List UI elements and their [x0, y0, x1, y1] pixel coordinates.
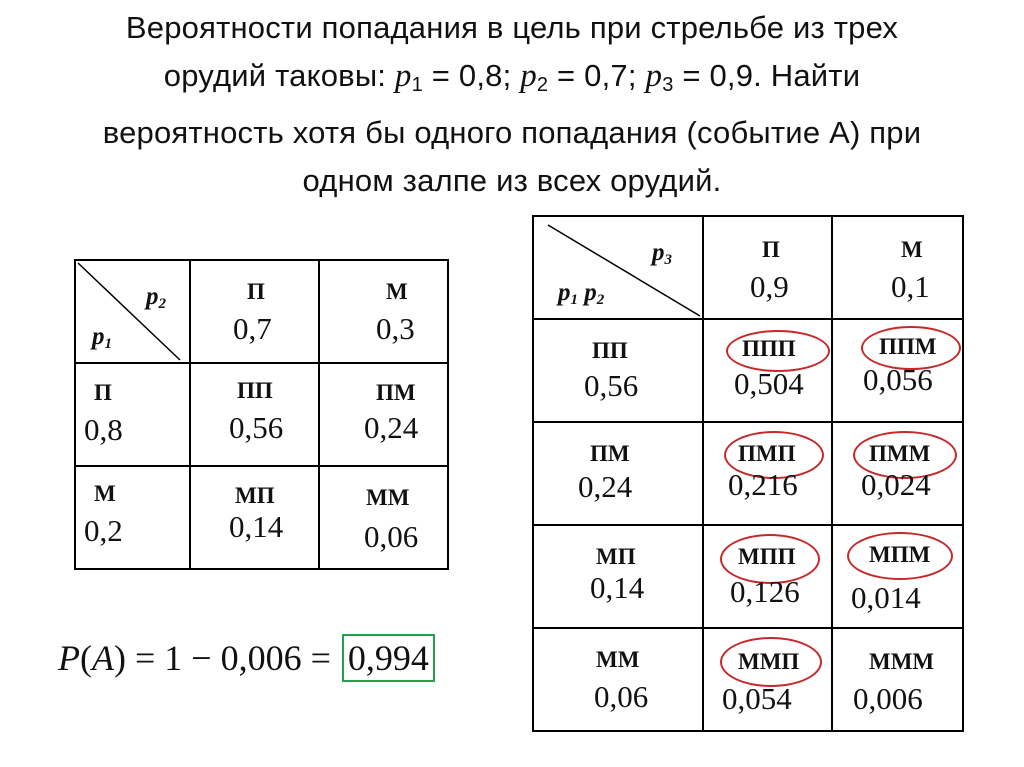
t1-header-p2: $p_2$ [146, 283, 166, 312]
t1-col-header: П 0,7 [190, 260, 319, 363]
t1-cell: ПМ 0,24 [319, 363, 448, 466]
t2-col-header: М 0,1 [832, 216, 963, 319]
t2-header-corner [533, 216, 703, 319]
t2-cell: ПМП 0,216 [703, 422, 832, 525]
t2-cell: ММП 0,054 [703, 628, 832, 731]
t2-header-p3: $p_3$ [652, 239, 672, 268]
two-gun-table [74, 259, 449, 570]
answer-box: 0,994 [342, 634, 435, 682]
t2-row-header: ПМ 0,24 [533, 422, 703, 525]
t2-row-header: МП 0,14 [533, 525, 703, 628]
t1-header-p1: $p_1$ [92, 323, 112, 352]
t2-cell: МПП 0,126 [703, 525, 832, 628]
problem-statement [30, 4, 994, 205]
t1-row-header: М 0,2 [75, 466, 190, 569]
t1-col-header: М 0,3 [319, 260, 448, 363]
three-gun-table [532, 215, 964, 732]
t2-cell: МММ 0,006 [832, 628, 963, 731]
t2-header-p1p2: $p_1$ $p_2$ [558, 279, 605, 308]
problem-line-1: Вероятности попадания в цель при стрельбе из трех [125, 10, 899, 45]
problem-line-4: одном залпе из всех орудий. [302, 163, 722, 198]
t2-row-header: ПП 0,56 [533, 319, 703, 422]
problem-line-3: вероятность хотя бы одного попадания (событие А) при [102, 115, 922, 150]
t2-cell: ППП 0,504 [703, 319, 832, 422]
t2-cell: ППМ 0,056 [832, 319, 963, 422]
t2-cell: ПММ 0,024 [832, 422, 963, 525]
t1-header-corner [75, 260, 190, 363]
problem-line-2: орудий таковы: $p_1 = 0,8$; $p_2 = 0,7$; $p_3 = 0,9$. Найти [163, 58, 861, 96]
t1-row-header: П 0,8 [75, 363, 190, 466]
t1-cell: МП 0,14 [190, 466, 319, 569]
t1-cell: ПП 0,56 [190, 363, 319, 466]
t1-cell: ММ 0,06 [319, 466, 448, 569]
t2-col-header: П 0,9 [703, 216, 832, 319]
t2-row-header: ММ 0,06 [533, 628, 703, 731]
t2-cell: МПМ 0,014 [832, 525, 963, 628]
answer-formula: P(A) = 1 − 0,006 = 0,994 [58, 634, 435, 682]
